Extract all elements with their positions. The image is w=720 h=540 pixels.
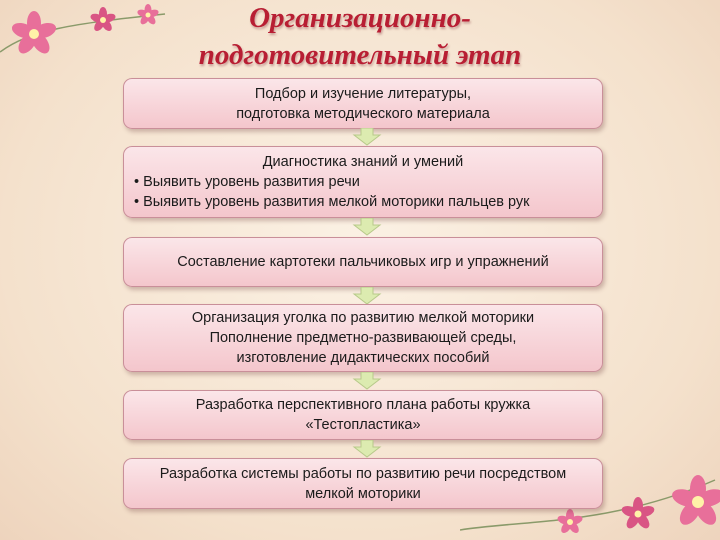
step-text: Подбор и изучение литературы, [254,85,472,102]
down-arrow-icon [352,128,382,146]
step-text: мелкой моторики [305,485,421,502]
step-text: Разработка системы работы по развитию речи посредством [159,465,567,482]
page-title-line-2: подготовительный этап [198,39,522,71]
page-title-line-1: Организационно- [249,2,471,34]
step-text: Разработка перспективного плана работы кружка [195,397,531,413]
down-arrow-icon [352,440,382,458]
down-arrow-icon [352,372,382,390]
bullet-item: • Выявить уровень развития речи [134,174,360,190]
step-text: изготовление дидактических пособий [236,350,490,366]
step-text: Составление картотеки пальчиковых игр и упражнений [177,254,549,270]
flower-icon [556,509,583,535]
step-text: подготовка методического материала [236,105,490,122]
step-text: «Тестопластика» [305,417,421,433]
step-heading: Диагностика знаний и умений [262,154,464,170]
bullet-text: Выявить уровень развития мелкой моторики пальцев рук [143,194,530,210]
bullet-text: Выявить уровень развития речи [143,174,360,190]
flower-icon [620,497,655,531]
step-text: Организация уголка по развитию мелкой моторики [191,310,535,326]
flower-icon [670,475,720,529]
step-box-card-index [123,237,603,287]
step-box-literature [123,78,603,129]
bullet-item: • Выявить уровень развития мелкой моторики пальцев рук [134,194,530,210]
step-box-motor-corner [123,304,603,372]
step-box-speech-system [123,458,603,509]
step-text: Пополнение предметно-развивающей среды, [209,330,517,346]
step-box-club-plan [123,390,603,440]
step-box-diagnostics [123,146,603,218]
down-arrow-icon [352,287,382,305]
down-arrow-icon [352,218,382,236]
